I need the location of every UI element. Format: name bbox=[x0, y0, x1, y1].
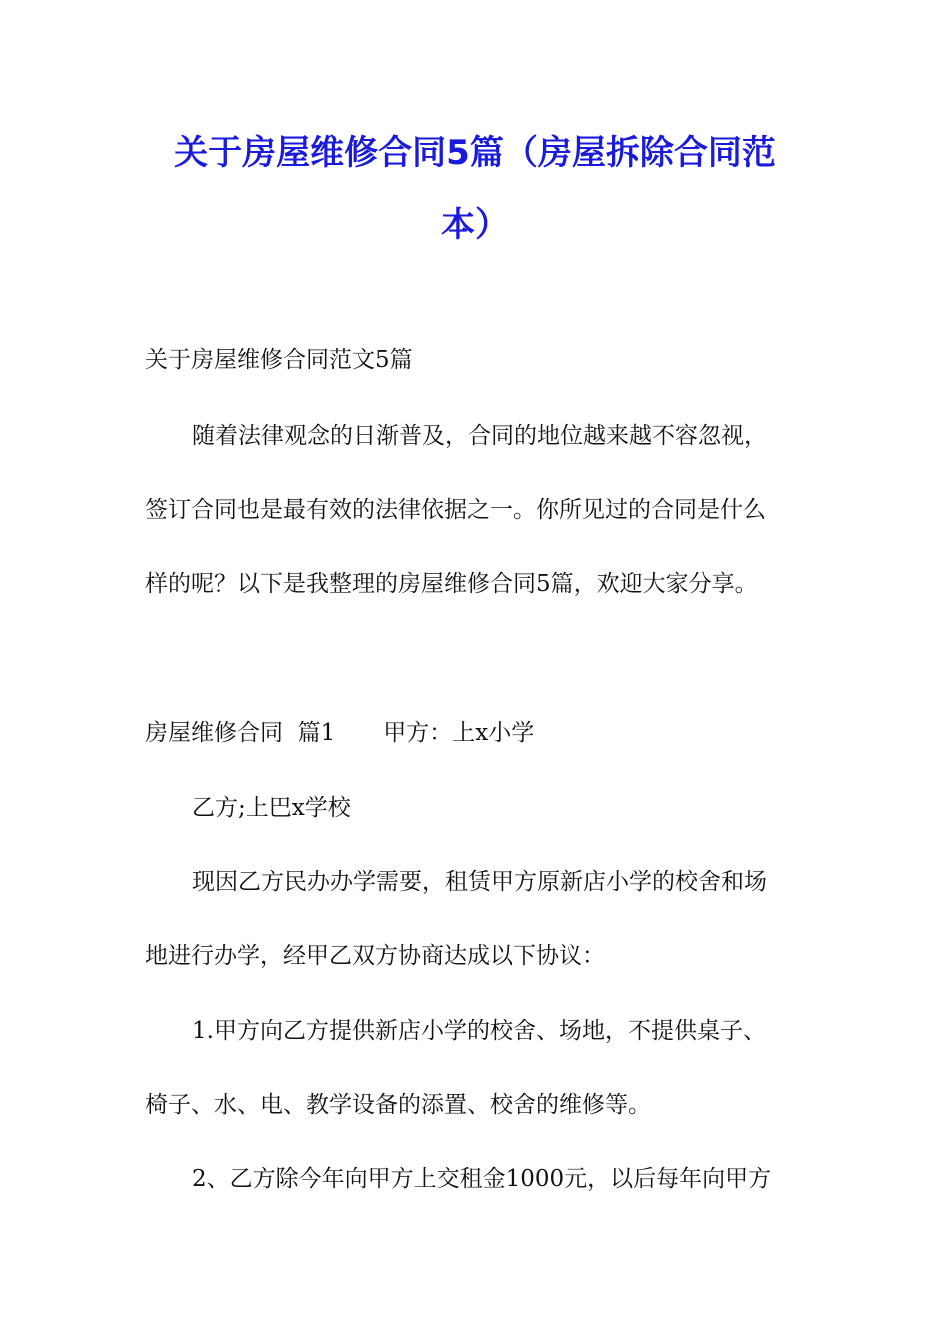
intro-line-3: 样的呢？以下是我整理的房屋维修合同5篇，欢迎大家分享。 bbox=[145, 571, 758, 597]
section-1-body-line-5: 2、乙方除今年向甲方上交租金1000元，以后每年向甲方 bbox=[192, 1166, 772, 1192]
party-b: 乙方;上巴x学校 bbox=[192, 795, 351, 821]
section-1-body-line-2: 地进行办学，经甲乙双方协商达成以下协议： bbox=[145, 943, 605, 969]
section-1-heading-row bbox=[145, 720, 534, 746]
section-1-body-line-4: 椅子、水、电、教学设备的添置、校舍的维修等。 bbox=[145, 1092, 651, 1118]
document-title-line-2: 本） bbox=[441, 205, 509, 245]
document-title-line-1: 关于房屋维修合同5篇（房屋拆除合同范 bbox=[174, 133, 776, 173]
document-subtitle: 关于房屋维修合同范文5篇 bbox=[145, 347, 413, 373]
intro-line-2: 签订合同也是最有效的法律依据之一。你所见过的合同是什么 bbox=[145, 497, 766, 523]
section-1-body-line-1: 现因乙方民办办学需要，租赁甲方原新店小学的校舍和场 bbox=[192, 869, 767, 895]
intro-line-1: 随着法律观念的日渐普及，合同的地位越来越不容忽视， bbox=[192, 423, 767, 449]
section-1-body-line-3: 1.甲方向乙方提供新店小学的校舍、场地，不提供桌子、 bbox=[192, 1018, 766, 1044]
section-1-heading: 房屋维修合同 篇1 bbox=[145, 720, 336, 746]
party-a: 甲方：上x小学 bbox=[383, 720, 535, 746]
